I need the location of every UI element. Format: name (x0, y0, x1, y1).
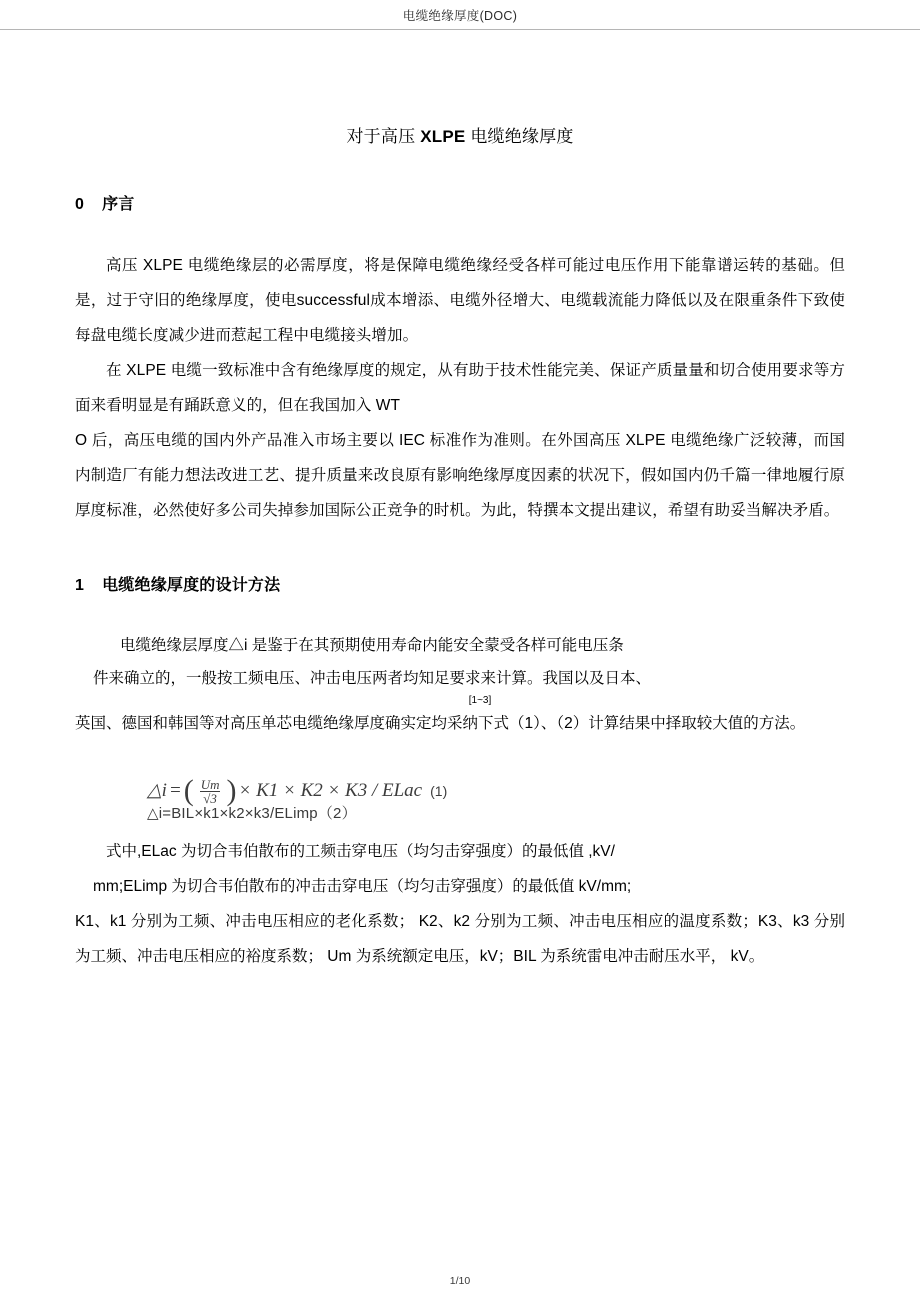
section-1-paragraph-1: 件来确立的，一般按工频电压、冲击电压两者均知足要求来计算。我国以及日本、 (93, 670, 652, 687)
document-title-bold: XLPE (420, 127, 466, 146)
section-0-paragraph-1: 在 XLPE 电缆一致标准中含有绝缘厚度的规定，从有助于技术性能完美、保证产质量量和切合使用要求等方面来看明显是有踊跃意义的，但在我国加入 WT (75, 362, 845, 414)
section-title-0: 序言 (102, 196, 135, 213)
page-header (0, 0, 920, 30)
section-1-paragraph-2: 英国、德国和韩国等对高压单芯电缆绝缘厚度确实定均采纳下式（1）、（2）计算结果中择取较大值的方法。 (75, 715, 806, 732)
notation-line-1: mm;ELimp 为切合韦伯散布的冲击击穿电压（均匀击穿强度）的最低值 kV/mm; (93, 878, 632, 895)
formula-notation-block (75, 834, 845, 974)
section-heading-0 (75, 191, 845, 214)
section-number-0: 0 (75, 196, 85, 213)
section-1-body (75, 629, 845, 740)
formula-rest: × K1 × K2 × K3 / ELac (238, 780, 423, 801)
notation-line-2: K1、k1 分别为工频、冲击电压相应的老化系数； K2、k2 分别为工频、冲击电压相应的温度系数；K3、k3 分别为工频、冲击电压相应的裕度系数； Um 为系统额定电压，kV；BIL 为系统雷电冲击耐压水平， kV。 (75, 913, 845, 965)
section-0-paragraph-0: 高压 XLPE 电缆绝缘层的必需厚度，将是保障电缆绝缘经受各样可能过电压作用下能靠谱运转的基础。但是，过于守旧的绝缘厚度，使电successful成本增添、电缆外径增大、电缆载流能力降低以及在限重条件下致使每盘电缆长度减少进而惹起工程中电缆接头增加。 (75, 257, 845, 344)
formula-lhs: △i (147, 780, 167, 801)
page-number: 1/10 (449, 1275, 471, 1287)
section-1-paragraph-0: 电缆绝缘层厚度△i 是鉴于在其预期使用寿命内能安全蒙受各样可能电压条 (120, 637, 624, 654)
document-title-prefix: 对于高压 (346, 127, 421, 146)
formula-paren-close: ) (226, 774, 237, 807)
formula-number-1: (1) (430, 783, 448, 799)
formula-equals: = (168, 780, 182, 801)
section-title-1: 电缆绝缘厚度的设计方法 (102, 577, 281, 594)
section-number-1: 1 (75, 577, 85, 594)
formula-fraction-denominator: √3 (200, 791, 220, 805)
formula-block (75, 776, 845, 826)
document-title-suffix: 电缆绝缘厚度 (465, 127, 574, 146)
notation-line-0: 式中,ELac 为切合韦伯散布的工频击穿电压（均匀击穿强度）的最低值 ,kV/ (106, 843, 615, 860)
document-content (0, 30, 920, 974)
page-footer (0, 1275, 920, 1287)
section-0-paragraph-2: O 后，高压电缆的国内外产品准入市场主要以 IEC 标准作为准则。在外国高压 XLPE 电缆绝缘广泛较薄，而国内制造厂有能力想法改进工艺、提升质量来改良原有影响绝缘厚度因素的状况下，假如国内仍千篇一律地履行原厚度标准，必然使好多公司失掉参加国际公正竞争的时机。为此，特撰本文提出建议，希望有助妥当解决矛盾。 (75, 432, 845, 519)
formula-fraction-numerator: Um (200, 776, 220, 792)
document-title (75, 122, 845, 147)
formula-fraction (198, 778, 223, 805)
header-title: 电缆绝缘厚度(DOC) (402, 8, 518, 23)
formula-line-2: △i=BIL×k1×k2×k3/ELimp（2） (147, 805, 357, 822)
formula-paren-open: ( (183, 774, 194, 807)
section-heading-1 (75, 572, 845, 595)
section-1-reference-mark: [1~3] (468, 695, 492, 706)
